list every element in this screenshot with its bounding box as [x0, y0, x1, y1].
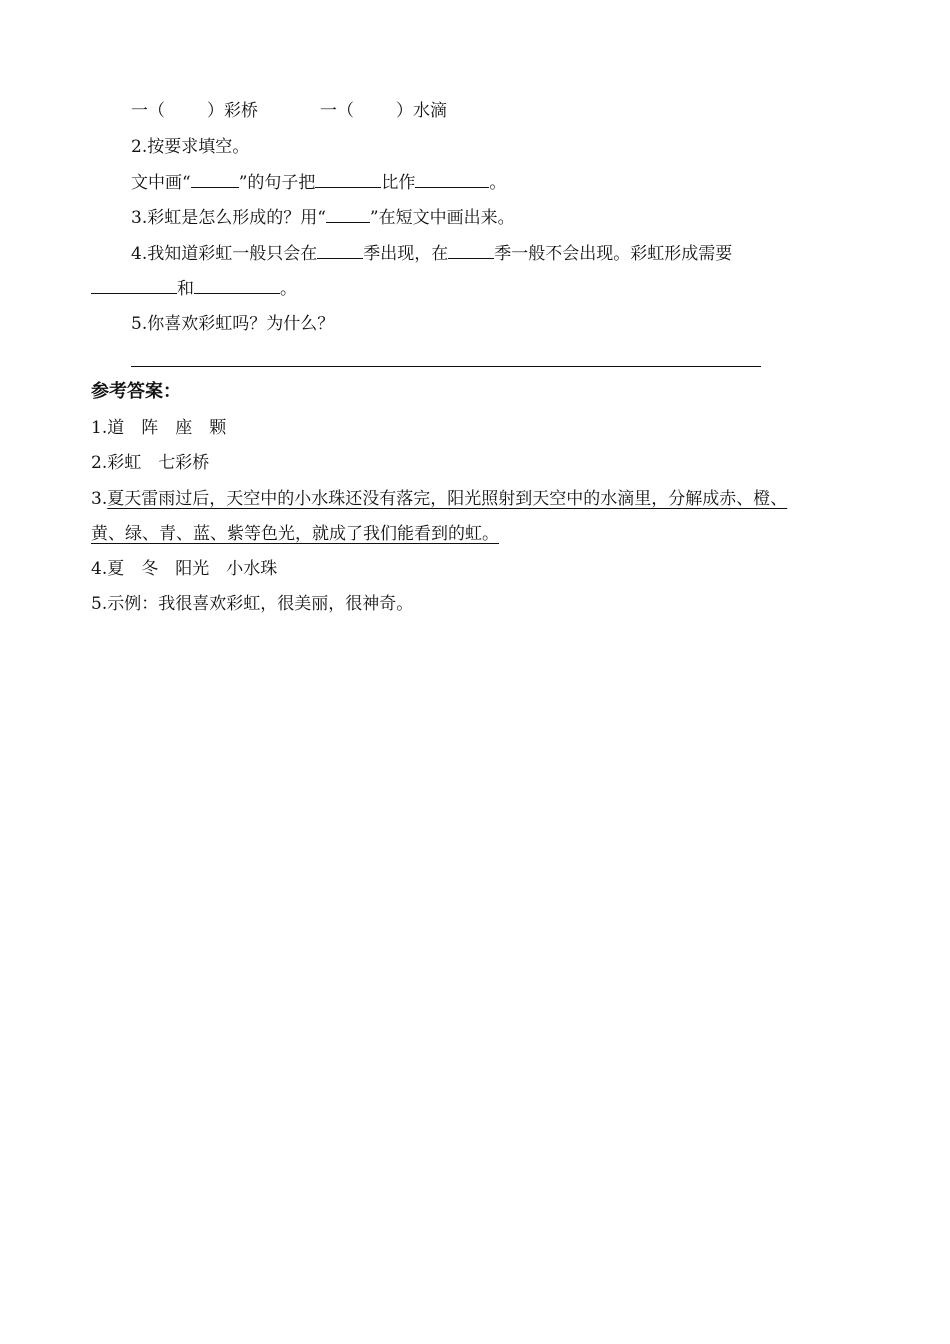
q3-underline-sample	[326, 206, 370, 223]
measure-word-1-prefix: 一（	[131, 101, 165, 121]
q4-text-2: 季出现，在	[363, 244, 449, 264]
answer-4: 4.夏 冬 阳光 小水珠	[91, 559, 278, 579]
question-4-line-1	[131, 242, 732, 264]
q4-text-5: 。	[280, 279, 297, 299]
question-2-title: 2.按要求填空。	[131, 137, 250, 157]
q4-blank-season-1[interactable]	[317, 242, 363, 259]
q2-blank-object[interactable]	[415, 171, 489, 188]
question-5-title: 5.你喜欢彩虹吗？为什么？	[131, 314, 335, 334]
measure-word-2-suffix: ）水滴	[396, 101, 447, 121]
question-4-line-2	[91, 277, 297, 299]
answer-5: 5.示例：我很喜欢彩虹，很美丽，很神奇。	[91, 594, 414, 614]
answer-3-text-1: 夏天雷雨过后，天空中的小水珠还没有落完，阳光照射到天空中的水滴里，分解成赤、橙、	[107, 489, 788, 509]
q2-text-4: 。	[489, 173, 507, 193]
question-3-line	[131, 206, 515, 228]
q4-blank-season-2[interactable]	[448, 242, 494, 259]
q4-text-1: 4.我知道彩虹一般只会在	[131, 244, 318, 264]
q4-text-4: 和	[177, 279, 194, 299]
q2-text-3: 比作	[381, 173, 416, 193]
question-2-fill-line	[131, 171, 506, 193]
q2-text-2: ”的句子把	[238, 173, 316, 193]
answer-2: 2.彩虹 七彩桥	[91, 453, 210, 473]
q3-text-1: 3.彩虹是怎么形成的？用“	[131, 208, 326, 228]
measure-word-line	[131, 100, 447, 122]
q4-blank-condition-1[interactable]	[91, 277, 177, 294]
q2-blank-sentence[interactable]	[191, 171, 239, 188]
answers-heading: 参考答案：	[91, 381, 181, 402]
answer-1: 1.道 阵 座 颗	[91, 418, 227, 438]
measure-word-1-suffix: ）彩桥	[207, 101, 258, 121]
q5-answer-line[interactable]	[131, 366, 761, 367]
q2-blank-subject[interactable]	[315, 171, 381, 188]
q3-text-2: ”在短文中画出来。	[369, 208, 515, 228]
answer-3-line-1	[91, 488, 787, 510]
measure-word-2-prefix: 一（	[320, 101, 354, 121]
q2-text-1: 文中画“	[131, 173, 191, 193]
answer-3-text-2: 黄、绿、青、蓝、紫等色光，就成了我们能看到的虹。	[91, 524, 499, 544]
q4-text-3: 季一般不会出现。彩虹形成需要	[494, 244, 733, 264]
answer-3-number: 3.	[91, 489, 108, 509]
answer-3-line-2	[91, 523, 499, 545]
q4-blank-condition-2[interactable]	[194, 277, 280, 294]
